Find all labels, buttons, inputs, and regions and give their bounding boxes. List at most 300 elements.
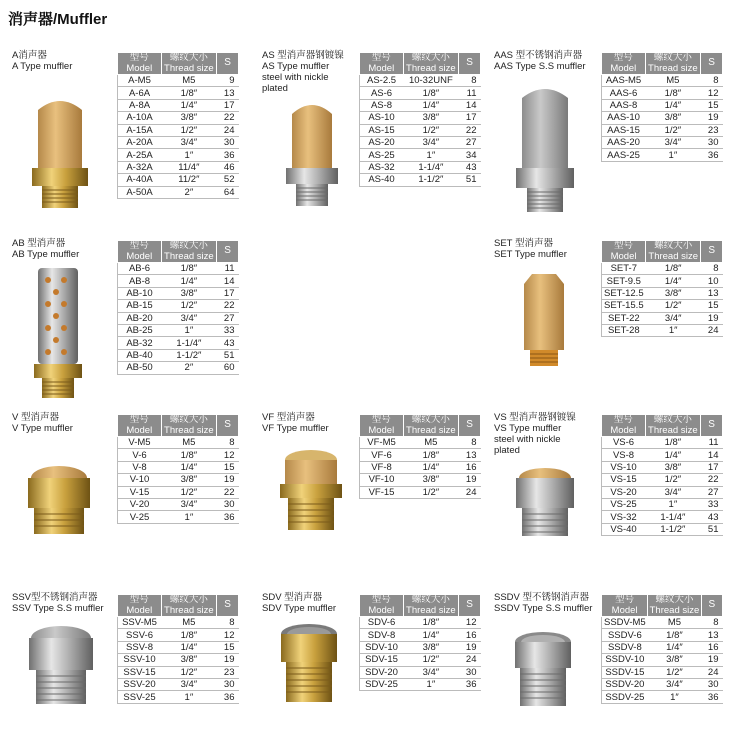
thread-size-cell: 3/8″ [161, 474, 217, 486]
product-label [262, 412, 372, 434]
header-thread-size [161, 595, 217, 617]
thread-size-cell: 1/8″ [648, 629, 701, 641]
model-cell: A-32A [118, 161, 162, 173]
table-row [602, 324, 723, 336]
s-cell: 15 [217, 641, 239, 653]
product-label [12, 592, 122, 614]
thread-size-cell: M5 [161, 617, 217, 629]
table-header-row [118, 415, 239, 437]
header-thread-size-text: Thread size [406, 62, 456, 74]
table-row [118, 75, 239, 87]
header-model [602, 595, 648, 617]
table-row [118, 186, 239, 198]
table-row [602, 75, 723, 87]
model-cell: SSDV-10 [602, 654, 648, 666]
model-cell: VS-6 [602, 437, 646, 449]
table-row [602, 461, 723, 473]
table-row [360, 666, 481, 678]
product-name-en: SSV Type S.S muffler [12, 603, 104, 614]
s-cell: 22 [217, 300, 239, 312]
header-s [701, 241, 723, 263]
thread-size-cell: 1/8″ [161, 449, 217, 461]
header-thread-size [403, 53, 459, 75]
thread-size-cell: 1/8″ [403, 449, 459, 461]
spec-table-sdv [359, 594, 481, 691]
table-header-row [360, 415, 481, 437]
product-name-cn: V 型消声器 [12, 412, 59, 423]
s-cell: 14 [701, 449, 723, 461]
s-cell: 46 [217, 161, 239, 173]
thread-size-cell: 11/4″ [161, 161, 217, 173]
thread-size-cell: 2″ [161, 186, 217, 198]
model-cell: AS-40 [360, 174, 404, 186]
model-cell: SSV-6 [118, 629, 162, 641]
header-model [118, 53, 162, 75]
table-row [118, 461, 239, 473]
header-model [602, 53, 646, 75]
thread-size-cell: 1/8″ [161, 87, 217, 99]
thread-size-cell: 1-1/4″ [161, 337, 217, 349]
thread-size-cell: 1/2″ [646, 300, 701, 312]
product-aas-photo [510, 78, 580, 218]
thread-size-cell: 1″ [646, 324, 701, 336]
table-row [360, 437, 481, 449]
table-row [118, 124, 239, 136]
thread-size-cell: 1-1/2″ [403, 174, 459, 186]
table-row [118, 437, 239, 449]
header-model-text: 型号 [371, 52, 391, 63]
header-model [118, 241, 162, 263]
s-cell: 11 [701, 437, 723, 449]
s-cell: 27 [701, 486, 723, 498]
s-cell: 30 [217, 498, 239, 510]
spec-table-vs [601, 414, 723, 536]
header-model-text: 型号 [129, 594, 149, 605]
s-cell: 22 [459, 124, 481, 136]
product-name-cn: AB 型消声器 [12, 238, 66, 249]
thread-size-cell: 1″ [161, 324, 217, 336]
thread-size-cell: 10-32UNF [403, 75, 459, 87]
header-thread-size [645, 53, 701, 75]
header-model-text: Model [126, 604, 153, 616]
header-model-text: 型号 [614, 240, 634, 251]
product-ab-photo [30, 262, 86, 402]
model-cell: A-25A [118, 149, 162, 161]
thread-size-cell: 1/4″ [645, 449, 701, 461]
header-thread-size-text: 螺纹大小 [411, 594, 450, 605]
header-s [217, 241, 239, 263]
thread-size-cell: 1-1/2″ [645, 523, 701, 535]
header-s-text: S [224, 599, 231, 611]
table-row [118, 362, 239, 374]
s-cell: 22 [217, 112, 239, 124]
table-row [118, 666, 239, 678]
s-cell: 11 [459, 87, 481, 99]
thread-size-cell: M5 [161, 437, 217, 449]
thread-size-cell: 1-1/2″ [161, 349, 217, 361]
s-cell: 24 [459, 654, 481, 666]
s-cell: 19 [701, 654, 722, 666]
header-model-text: Model [126, 250, 153, 262]
header-model-text: 型号 [371, 414, 391, 425]
product-label [12, 412, 122, 434]
thread-size-cell: 3/4″ [645, 136, 701, 148]
thread-size-cell: 1/4″ [161, 99, 217, 111]
s-cell: 12 [217, 449, 239, 461]
table-row [602, 617, 723, 629]
model-cell: AAS-20 [602, 136, 646, 148]
header-model-text: 型号 [129, 52, 149, 63]
header-thread-size [648, 595, 701, 617]
table-row [118, 161, 239, 173]
table-row [118, 654, 239, 666]
model-cell: A-50A [118, 186, 162, 198]
model-cell: SDV-20 [360, 666, 404, 678]
thread-size-cell: 1/2″ [645, 474, 701, 486]
s-cell: 8 [459, 75, 481, 87]
product-name-en: A Type muffler [12, 61, 73, 72]
product-name-en: SDV Type muffler [262, 603, 337, 614]
table-row [360, 149, 481, 161]
table-row [118, 263, 239, 275]
header-thread-size-text: 螺纹大小 [654, 240, 693, 251]
thread-size-cell: 3/4″ [403, 136, 459, 148]
s-cell: 12 [217, 629, 239, 641]
s-cell: 33 [701, 498, 723, 510]
thread-size-cell: 3/4″ [403, 666, 459, 678]
header-thread-size-text: Thread size [648, 250, 699, 262]
model-cell: AS-15 [360, 124, 404, 136]
header-model-text: Model [368, 62, 395, 74]
header-s [217, 595, 239, 617]
header-thread-size-text: 螺纹大小 [169, 594, 208, 605]
s-cell: 19 [459, 474, 481, 486]
product-as-photo [280, 92, 344, 212]
header-model-text: Model [368, 604, 395, 616]
table-row [360, 678, 481, 690]
thread-size-cell: 1/2″ [161, 486, 217, 498]
product-name-en: AB Type muffler [12, 249, 80, 260]
s-cell: 36 [217, 511, 239, 523]
header-s [459, 53, 481, 75]
thread-size-cell: 1/4″ [403, 629, 459, 641]
header-s-text: S [224, 419, 231, 431]
header-model-text: Model [368, 424, 395, 436]
header-thread-size [161, 53, 217, 75]
model-cell: VS-25 [602, 498, 646, 510]
product-v-photo [24, 462, 94, 542]
table-header-row [602, 415, 723, 437]
thread-size-cell: 1/4″ [403, 461, 459, 473]
spec-table-v [117, 414, 239, 524]
model-cell: AAS-6 [602, 87, 646, 99]
model-cell: SSDV-15 [602, 666, 648, 678]
table-row [602, 629, 723, 641]
s-cell: 33 [217, 324, 239, 336]
model-cell: V-M5 [118, 437, 162, 449]
model-cell: SSDV-25 [602, 691, 648, 703]
model-cell: SSDV-M5 [602, 617, 648, 629]
model-cell: A-8A [118, 99, 162, 111]
s-cell: 30 [217, 678, 239, 690]
s-cell: 34 [459, 149, 481, 161]
model-cell: VS-32 [602, 511, 646, 523]
model-cell: SSV-8 [118, 641, 162, 653]
header-thread-size [403, 415, 459, 437]
s-cell: 13 [701, 287, 723, 299]
thread-size-cell: 1-1/4″ [645, 511, 701, 523]
product-name-cn: AS 型消声器钢镀镍 [262, 50, 344, 61]
s-cell: 23 [217, 666, 239, 678]
header-thread-size-text: 螺纹大小 [653, 414, 692, 425]
table-row [602, 112, 723, 124]
header-thread-size [161, 415, 217, 437]
product-name-en: VF Type muffler [262, 423, 329, 434]
table-header-row [360, 53, 481, 75]
model-cell: VF-8 [360, 461, 404, 473]
product-name-en-2: steel with nickle [494, 434, 561, 445]
header-model-text: Model [126, 62, 153, 74]
table-row [118, 629, 239, 641]
table-row [360, 617, 481, 629]
s-cell: 22 [217, 486, 239, 498]
model-cell: SDV-15 [360, 654, 404, 666]
table-row [602, 437, 723, 449]
model-cell: A-40A [118, 174, 162, 186]
header-thread-size-text: 螺纹大小 [411, 52, 450, 63]
model-cell: AB-20 [118, 312, 162, 324]
s-cell: 43 [217, 337, 239, 349]
product-name-cn: SDV 型消声器 [262, 592, 323, 603]
table-row [360, 641, 481, 653]
product-a-photo [28, 90, 92, 210]
s-cell: 16 [701, 641, 722, 653]
header-thread-size-text: 螺纹大小 [169, 414, 208, 425]
product-label [494, 238, 604, 260]
s-cell: 17 [701, 461, 723, 473]
model-cell: AB-50 [118, 362, 162, 374]
table-row [602, 641, 723, 653]
table-header-row [602, 595, 723, 617]
thread-size-cell: 1/4″ [646, 275, 701, 287]
thread-size-cell: 3/8″ [645, 112, 701, 124]
s-cell: 64 [217, 186, 239, 198]
header-s-text: S [708, 57, 715, 69]
product-name-en: VS Type muffler [494, 423, 562, 434]
header-model [360, 53, 404, 75]
spec-table-ssv [117, 594, 239, 704]
table-row [602, 486, 723, 498]
thread-size-cell: 1/4″ [648, 641, 701, 653]
thread-size-cell: 1/8″ [645, 437, 701, 449]
table-header-row [360, 595, 481, 617]
header-thread-size-text: Thread size [406, 424, 456, 436]
table-row [602, 124, 723, 136]
model-cell: SET-28 [602, 324, 646, 336]
product-name-en: SET Type muffler [494, 249, 567, 260]
s-cell: 24 [701, 324, 723, 336]
thread-size-cell: 1/4″ [161, 641, 217, 653]
header-thread-size-text: 螺纹大小 [169, 240, 208, 251]
s-cell: 36 [217, 691, 239, 703]
table-row [602, 136, 723, 148]
model-cell: AS-2.5 [360, 75, 404, 87]
header-model-text: 型号 [129, 240, 149, 251]
header-thread-size-text: Thread size [164, 250, 214, 262]
model-cell: AS-6 [360, 87, 404, 99]
model-cell: VF-6 [360, 449, 404, 461]
table-row [360, 174, 481, 186]
s-cell: 51 [459, 174, 481, 186]
thread-size-cell: 1/2″ [645, 124, 701, 136]
s-cell: 11 [217, 263, 239, 275]
thread-size-cell: 3/8″ [645, 461, 701, 473]
product-name-en-3: plated [494, 445, 520, 456]
header-model [118, 415, 162, 437]
header-model [602, 241, 646, 263]
thread-size-cell: 1/4″ [645, 99, 701, 111]
model-cell: V-10 [118, 474, 162, 486]
header-thread-size-text: 螺纹大小 [653, 52, 692, 63]
model-cell: AAS-15 [602, 124, 646, 136]
s-cell: 19 [701, 312, 723, 324]
s-cell: 52 [217, 174, 239, 186]
table-row [118, 349, 239, 361]
product-name-cn: VF 型消声器 [262, 412, 315, 423]
header-thread-size-text: Thread size [164, 62, 214, 74]
table-row [118, 174, 239, 186]
s-cell: 30 [701, 678, 722, 690]
header-model-text: 型号 [371, 594, 391, 605]
table-row [118, 486, 239, 498]
s-cell: 19 [217, 474, 239, 486]
product-label [494, 50, 604, 72]
header-thread-size-text: Thread size [648, 62, 698, 74]
table-row [602, 511, 723, 523]
table-row [118, 511, 239, 523]
s-cell: 13 [459, 449, 481, 461]
s-cell: 43 [459, 161, 481, 173]
product-label [494, 592, 604, 614]
s-cell: 8 [217, 617, 239, 629]
table-row [118, 617, 239, 629]
thread-size-cell: 3/4″ [161, 312, 217, 324]
header-thread-size [403, 595, 459, 617]
model-cell: SET-22 [602, 312, 646, 324]
header-thread-size [646, 241, 701, 263]
table-row [118, 449, 239, 461]
s-cell: 15 [217, 461, 239, 473]
header-model [602, 415, 646, 437]
s-cell: 14 [459, 99, 481, 111]
model-cell: A-10A [118, 112, 162, 124]
s-cell: 8 [217, 437, 239, 449]
model-cell: AS-8 [360, 99, 404, 111]
table-row [118, 337, 239, 349]
table-row [602, 300, 723, 312]
model-cell: SET-15.5 [602, 300, 646, 312]
table-row [602, 678, 723, 690]
table-row [602, 149, 723, 161]
model-cell: AS-20 [360, 136, 404, 148]
thread-size-cell: 1/2″ [648, 666, 701, 678]
header-thread-size-text: 螺纹大小 [169, 52, 208, 63]
product-name-cn: SET 型消声器 [494, 238, 553, 249]
model-cell: V-6 [118, 449, 162, 461]
product-label [494, 412, 604, 456]
spec-table-vf [359, 414, 481, 499]
spec-table-as [359, 52, 481, 187]
table-row [118, 149, 239, 161]
s-cell: 9 [217, 75, 239, 87]
header-s-text: S [466, 419, 473, 431]
thread-size-cell: 3/4″ [645, 486, 701, 498]
table-row [360, 75, 481, 87]
product-label [12, 50, 122, 72]
model-cell: SDV-8 [360, 629, 404, 641]
header-thread-size-text: Thread size [648, 424, 698, 436]
header-thread-size [161, 241, 217, 263]
model-cell: A-6A [118, 87, 162, 99]
thread-size-cell: 1/4″ [161, 275, 217, 287]
table-row [602, 263, 723, 275]
model-cell: VS-8 [602, 449, 646, 461]
thread-size-cell: 1/2″ [161, 666, 217, 678]
table-row [602, 312, 723, 324]
model-cell: VF-M5 [360, 437, 404, 449]
product-name-cn: VS 型消声器钢镀镍 [494, 412, 576, 423]
header-s [701, 53, 723, 75]
s-cell: 15 [701, 99, 723, 111]
table-row [118, 87, 239, 99]
table-row [118, 678, 239, 690]
model-cell: SDV-6 [360, 617, 404, 629]
model-cell: AB-6 [118, 263, 162, 275]
s-cell: 13 [701, 629, 722, 641]
thread-size-cell: 1″ [645, 149, 701, 161]
table-row [602, 275, 723, 287]
header-model [118, 595, 162, 617]
table-row [118, 136, 239, 148]
thread-size-cell: 1/4″ [161, 461, 217, 473]
thread-size-cell: 3/4″ [646, 312, 701, 324]
model-cell: AB-40 [118, 349, 162, 361]
thread-size-cell: M5 [645, 75, 701, 87]
spec-table-ssdv [601, 594, 723, 704]
model-cell: VS-15 [602, 474, 646, 486]
table-header-row [118, 241, 239, 263]
product-set-photo [514, 270, 574, 370]
thread-size-cell: 1/8″ [161, 263, 217, 275]
thread-size-cell: 3/8″ [161, 112, 217, 124]
thread-size-cell: 1/8″ [403, 617, 459, 629]
table-header-row [602, 53, 723, 75]
product-name-en: SSDV Type S.S muffler [494, 603, 593, 614]
model-cell: SET-9.5 [602, 275, 646, 287]
s-cell: 19 [459, 641, 481, 653]
thread-size-cell: 3/8″ [646, 287, 701, 299]
product-name-en-3: plated [262, 83, 288, 94]
model-cell: V-25 [118, 511, 162, 523]
model-cell: VS-40 [602, 523, 646, 535]
thread-size-cell: 1-1/4″ [403, 161, 459, 173]
table-header-row [602, 241, 723, 263]
spec-table-set [601, 240, 723, 337]
s-cell: 8 [701, 75, 723, 87]
model-cell: A-M5 [118, 75, 162, 87]
thread-size-cell: 3/4″ [161, 136, 217, 148]
thread-size-cell: 1″ [403, 678, 459, 690]
